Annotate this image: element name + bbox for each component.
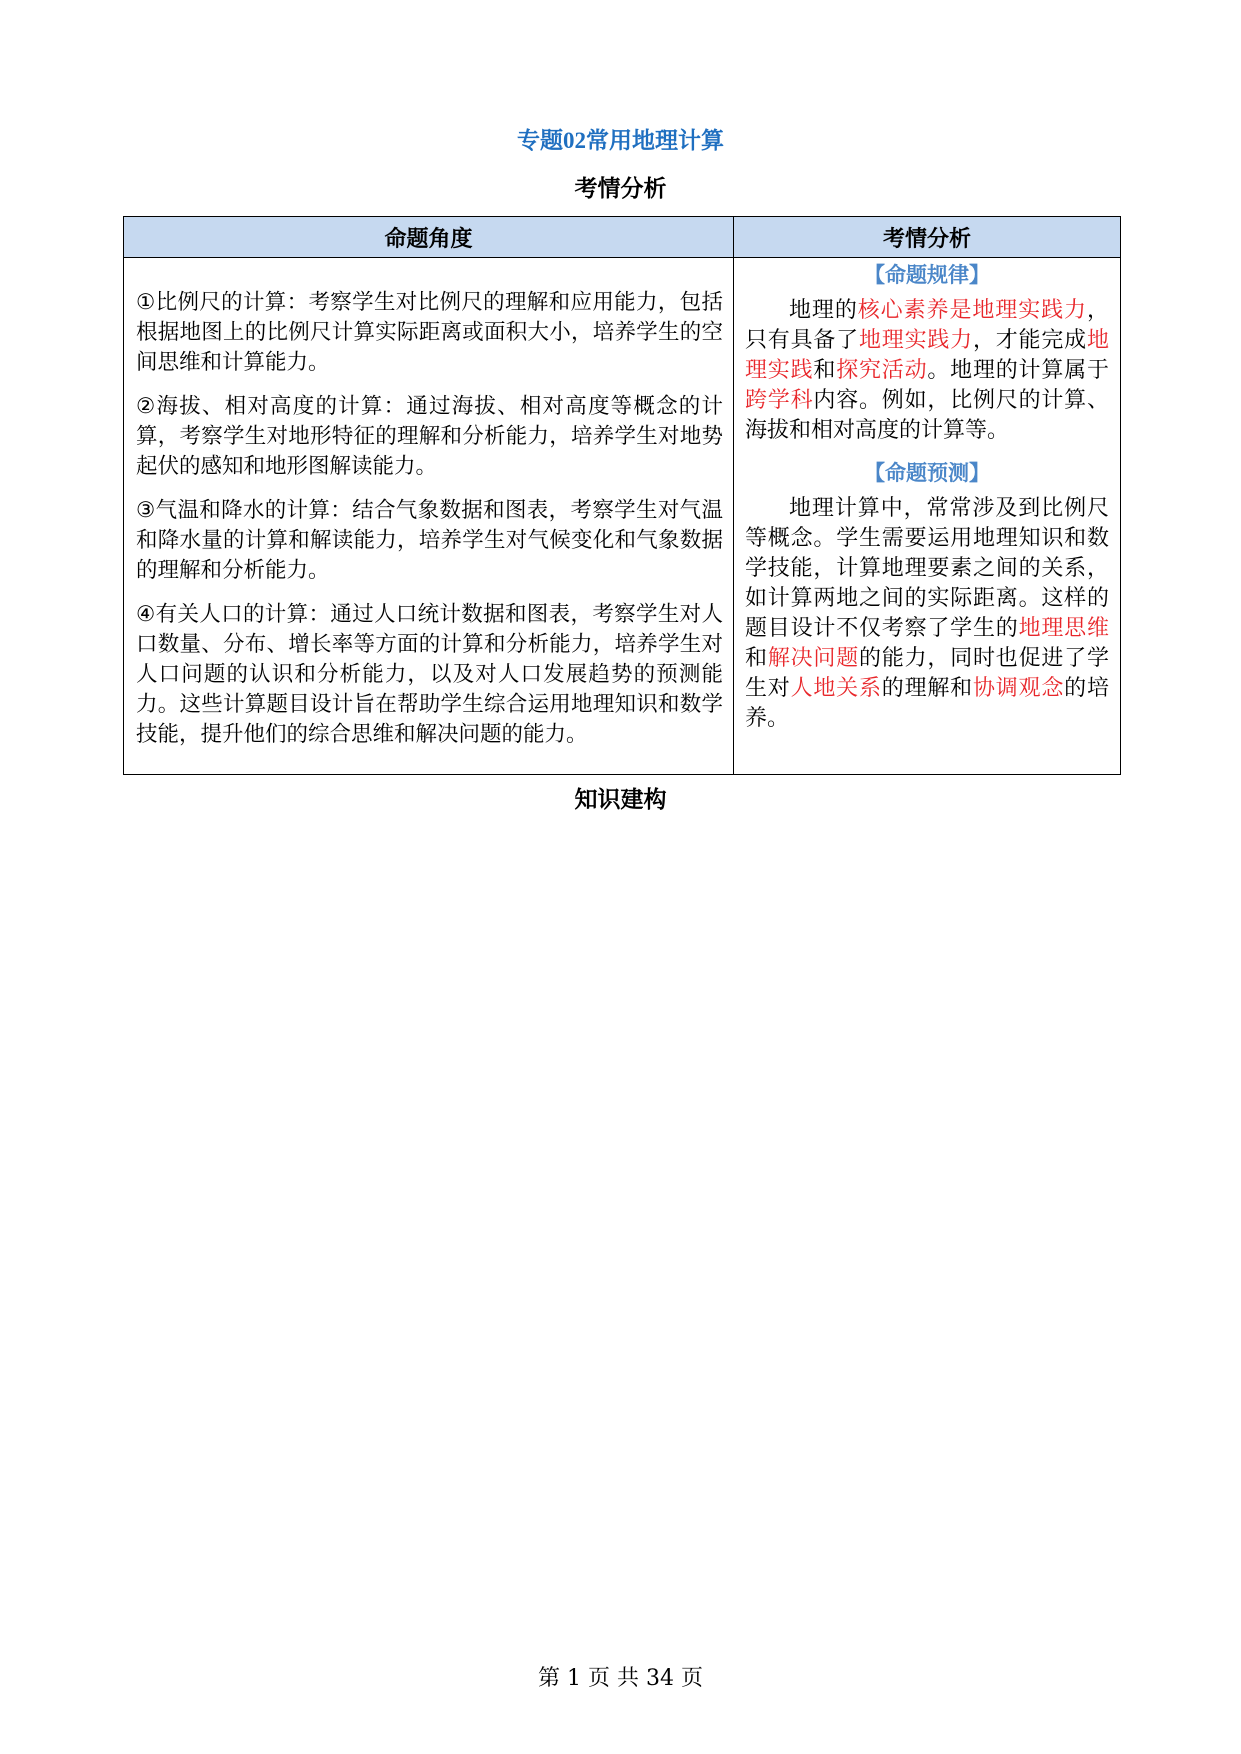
header-angle: 命题角度 xyxy=(124,217,734,258)
body-text: 地理计算中，常常涉及到比例尺等概念。学生需要运用地理知识和数学技能，计算地理要素之间的关系，如计算两地之间的实际距离。这样的题目设计不仅考察了学生的 xyxy=(745,496,1109,641)
angle-item-scale: ①比例尺的计算：考察学生对比例尺的理解和应用能力，包括根据地图上的比例尺计算实际距离或面积大小，培养学生的空间思维和计算能力。 xyxy=(136,290,723,375)
highlight-text: 探究活动 xyxy=(836,358,928,383)
highlight-text: 跨学科 xyxy=(745,388,814,413)
section-heading-knowledge: 知识建构 xyxy=(574,787,667,813)
highlight-text: 地理实践 xyxy=(745,328,1109,383)
header-analysis: 考情分析 xyxy=(734,217,1121,258)
body-text: 内容。例如，比例尺的计算、海拔和相对高度的计算等。 xyxy=(745,388,1109,443)
table-row xyxy=(124,258,1121,775)
analysis-cell xyxy=(734,258,1121,775)
highlight-text: 地理实践力 xyxy=(858,328,973,353)
forecast-paragraph xyxy=(745,494,1109,734)
highlight-text: 人地关系 xyxy=(790,676,882,701)
angle-item-population: ④有关人口的计算：通过人口统计数据和图表，考察学生对人口数量、分布、增长率等方面的计算和分析能力，培养学生对人口问题的认识和分析能力，以及对人口发展趋势的预测能力。这些计算题目设计旨在帮助学生综合运用地理知识和数学技能，提升他们的综合思维和解决问题的能力。 xyxy=(136,602,723,747)
rule-paragraph xyxy=(745,296,1109,446)
highlight-text: 地理思维 xyxy=(1018,616,1109,641)
angle-item-climate: ③气温和降水的计算：结合气象数据和图表，考察学生对气温和降水量的计算和解读能力，培养学生对气候变化和气象数据的理解和分析能力。 xyxy=(136,498,723,583)
page-footer: 第 1 页 共 34 页 xyxy=(538,1666,703,1691)
body-text: ，才能完成 xyxy=(972,328,1087,353)
table-header-row xyxy=(124,217,1121,258)
body-text: 的能力，同时也促进了学生对 xyxy=(745,646,1109,701)
body-text: 和 xyxy=(813,358,837,383)
highlight-text: 核心素养是地理实践力 xyxy=(857,298,1087,323)
highlight-text: 协调观念 xyxy=(972,676,1065,701)
body-text: 的培养。 xyxy=(745,676,1109,731)
document-title: 专题02常用地理计算 xyxy=(517,128,724,154)
angle-cell xyxy=(124,258,734,775)
highlight-text: 解决问题 xyxy=(767,646,860,671)
body-text: 和 xyxy=(745,646,768,671)
body-text: 地理的 xyxy=(789,298,858,323)
forecast-heading: 【命题预测】 xyxy=(864,461,990,485)
body-text: 的理解和 xyxy=(881,676,973,701)
rule-heading: 【命题规律】 xyxy=(864,263,990,287)
body-text: 。地理的计算属于 xyxy=(927,358,1109,383)
angle-item-altitude: ②海拔、相对高度的计算：通过海拔、相对高度等概念的计算，考察学生对地形特征的理解和分析能力，培养学生对地势起伏的感知和地形图解读能力。 xyxy=(136,394,723,479)
section-heading-analysis: 考情分析 xyxy=(574,176,667,202)
body-text: ，只有具备了 xyxy=(745,298,1109,353)
analysis-table xyxy=(123,216,1121,775)
